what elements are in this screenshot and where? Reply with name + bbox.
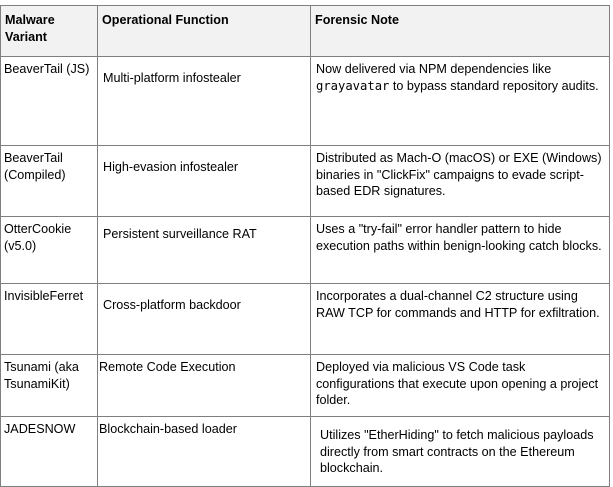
table-row xyxy=(1,57,610,146)
note-text: to bypass standard repository audits. xyxy=(389,78,599,93)
variant-cell: BeaverTail (Compiled) xyxy=(1,146,98,217)
function-cell: Remote Code Execution xyxy=(98,355,311,417)
header-operational-function: Operational Function xyxy=(98,6,311,57)
malware-table xyxy=(0,5,610,487)
function-cell: Multi-platform infostealer xyxy=(98,57,311,146)
package-name-code: grayavatar xyxy=(316,78,390,93)
table-row xyxy=(1,217,610,284)
note-cell: Utilizes "EtherHiding" to fetch malicious payloads directly from smart contracts on the Ethereum blockchain. xyxy=(311,417,610,487)
variant-cell: BeaverTail (JS) xyxy=(1,57,98,146)
variant-cell: InvisibleFerret xyxy=(1,284,98,355)
header-malware-variant: Malware Variant xyxy=(1,6,98,57)
note-cell: Uses a "try-fail" error handler pattern to hide execution paths within benign-looking catch blocks. xyxy=(311,217,610,284)
function-cell: Cross-platform backdoor xyxy=(98,284,311,355)
table-row xyxy=(1,417,610,487)
table-row xyxy=(1,284,610,355)
function-cell: Persistent surveillance RAT xyxy=(98,217,311,284)
function-cell: High-evasion infostealer xyxy=(98,146,311,217)
table-row xyxy=(1,146,610,217)
variant-cell: OtterCookie (v5.0) xyxy=(1,217,98,284)
variant-cell: JADESNOW xyxy=(1,417,98,487)
function-cell: Blockchain-based loader xyxy=(98,417,311,487)
variant-cell: Tsunami (aka TsunamiKit) xyxy=(1,355,98,417)
note-cell: Deployed via malicious VS Code task configurations that execute upon opening a project folder. xyxy=(311,355,610,417)
table-header-row xyxy=(1,6,610,57)
note-text: Now delivered via NPM dependencies like xyxy=(316,62,552,76)
note-cell xyxy=(311,57,610,146)
note-cell: Distributed as Mach-O (macOS) or EXE (Windows) binaries in "ClickFix" campaigns to evade script-based EDR signatures. xyxy=(311,146,610,217)
note-cell: Incorporates a dual-channel C2 structure using RAW TCP for commands and HTTP for exfiltration. xyxy=(311,284,610,355)
table-row xyxy=(1,355,610,417)
header-forensic-note: Forensic Note xyxy=(311,6,610,57)
